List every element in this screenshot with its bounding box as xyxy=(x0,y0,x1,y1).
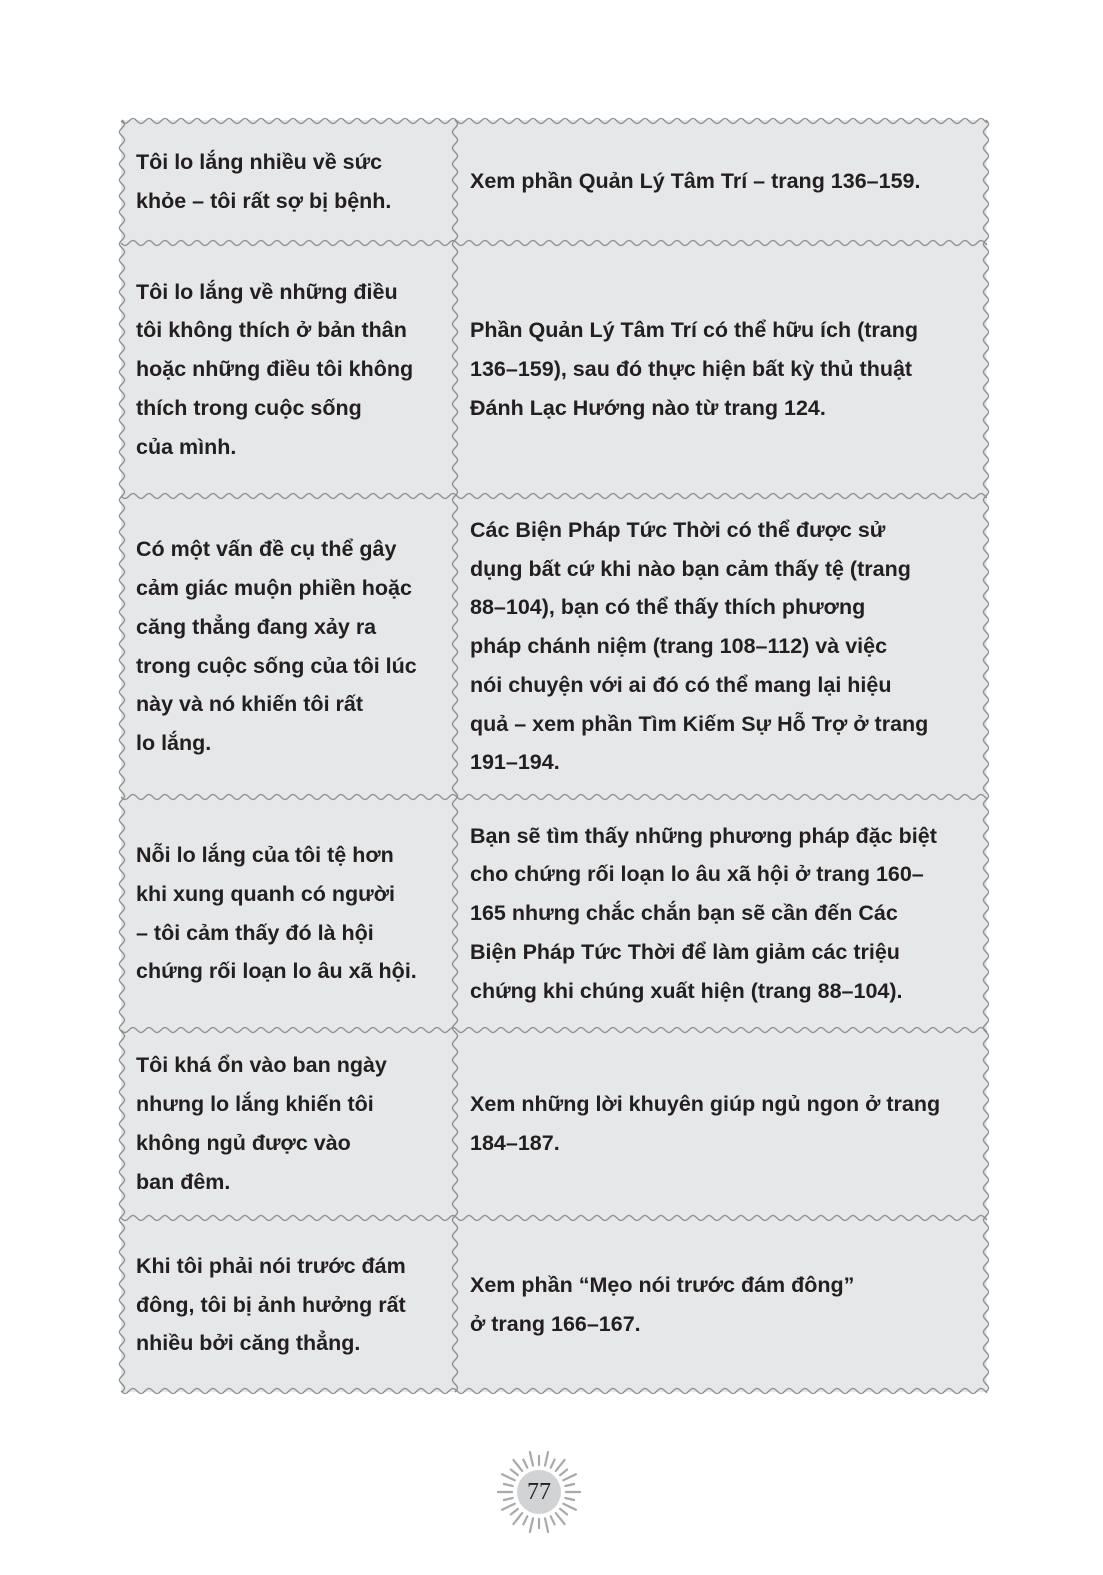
worry-cell-line: Nỗi lo lắng của tôi tệ hơn xyxy=(136,842,394,867)
advice-cell-line: Bạn sẽ tìm thấy những phương pháp đặc biệt xyxy=(470,823,937,848)
worry-cell-line: lo lắng. xyxy=(136,731,212,756)
advice-cell-line: ở trang 166–167. xyxy=(470,1312,641,1336)
table-row xyxy=(121,1218,987,1392)
worry-cell-line: chứng rối loạn lo âu xã hội. xyxy=(136,959,417,984)
advice-cell-line: Các Biện Pháp Tức Thời có thể được sử xyxy=(470,517,886,542)
advice-cell-line: 165 nhưng chắc chắn bạn sẽ cần đến Các xyxy=(470,901,898,926)
worry-cell-line: Tôi lo lắng nhiều về sức xyxy=(136,149,383,174)
advice-cell-line: quả – xem phần Tìm Kiếm Sự Hỗ Trợ ở trang xyxy=(470,711,929,736)
worry-cell-line: thích trong cuộc sống xyxy=(136,395,362,420)
table-row xyxy=(121,1030,987,1218)
table-row xyxy=(121,496,987,797)
advice-cell-line: Đánh Lạc Hướng nào từ trang 124. xyxy=(470,395,826,420)
advice-cell-line: pháp chánh niệm (trang 108–112) và việc xyxy=(470,634,888,659)
worry-cell-line: đông, tôi bị ảnh hưởng rất xyxy=(136,1292,406,1317)
advice-cell-line: 88–104), bạn có thể thấy thích phương xyxy=(470,595,866,620)
worry-advice-table xyxy=(121,120,987,1392)
worry-cell-line: tôi không thích ở bản thân xyxy=(136,318,407,343)
advice-cell xyxy=(470,1030,980,1218)
advice-cell-line: Xem phần “Mẹo nói trước đám đông” xyxy=(470,1273,855,1298)
advice-cell-line: Biện Pháp Tức Thời để làm giảm các triệu xyxy=(470,939,900,964)
advice-cell xyxy=(470,1218,980,1392)
worry-cell-line: Khi tôi phải nói trước đám xyxy=(136,1253,406,1278)
advice-cell-line: dụng bất cứ khi nào bạn cảm thấy tệ (trang xyxy=(470,556,911,581)
worry-cell xyxy=(136,1218,454,1392)
worry-cell-line: không ngủ được vào xyxy=(136,1131,351,1155)
advice-cell-line: 136–159), sau đó thực hiện bất kỳ thủ thuật xyxy=(470,357,913,382)
worry-cell-line: – tôi cảm thấy đó là hội xyxy=(136,920,374,945)
advice-cell xyxy=(470,797,980,1030)
advice-cell-line: 184–187. xyxy=(470,1131,560,1155)
worry-cell-line: của mình. xyxy=(136,434,237,459)
advice-cell-line: Phần Quản Lý Tâm Trí có thể hữu ích (trang xyxy=(470,318,919,343)
advice-cell-line: 191–194. xyxy=(470,750,560,775)
worry-cell xyxy=(136,120,454,243)
worry-cell-line: khi xung quanh có người xyxy=(136,881,395,906)
table-row xyxy=(121,243,987,496)
worry-cell xyxy=(136,1030,454,1218)
table-row xyxy=(121,797,987,1030)
worry-cell-line: Tôi lo lắng về những điều xyxy=(136,279,398,304)
worry-cell-line: Tôi khá ổn vào ban ngày xyxy=(136,1053,387,1078)
worry-cell xyxy=(136,243,454,496)
worry-cell-line: căng thẳng đang xảy ra xyxy=(136,614,377,639)
advice-cell-line: Xem phần Quản Lý Tâm Trí – trang 136–159. xyxy=(470,169,921,194)
worry-cell xyxy=(136,797,454,1030)
worry-cell-line: khỏe – tôi rất sợ bị bệnh. xyxy=(136,188,392,213)
advice-cell xyxy=(470,120,980,243)
advice-cell-line: cho chứng rối loạn lo âu xã hội ở trang 160– xyxy=(470,862,924,887)
worry-cell-line: trong cuộc sống của tôi lúc xyxy=(136,653,417,678)
advice-cell xyxy=(470,243,980,496)
advice-cell-line: chứng khi chúng xuất hiện (trang 88–104). xyxy=(470,978,903,1003)
worry-cell-line: ban đêm. xyxy=(136,1169,231,1194)
page-number: 77 xyxy=(527,1478,551,1505)
page-number-badge xyxy=(497,1444,581,1540)
worry-cell-line: cảm giác muộn phiền hoặc xyxy=(136,575,412,600)
worry-cell-line: Có một vấn đề cụ thể gây xyxy=(136,537,397,562)
advice-cell-line: Xem những lời khuyên giúp ngủ ngon ở trang xyxy=(470,1092,941,1117)
table-row xyxy=(121,120,987,243)
advice-cell-line: nói chuyện với ai đó có thể mang lại hiệu xyxy=(470,672,892,697)
worry-cell xyxy=(136,496,454,797)
advice-cell xyxy=(470,496,980,797)
worry-cell-line: nhiều bởi căng thẳng. xyxy=(136,1331,361,1356)
worry-cell-line: hoặc những điều tôi không xyxy=(136,357,414,382)
worry-cell-line: nhưng lo lắng khiến tôi xyxy=(136,1092,374,1117)
worry-cell-line: này và nó khiến tôi rất xyxy=(136,692,363,717)
